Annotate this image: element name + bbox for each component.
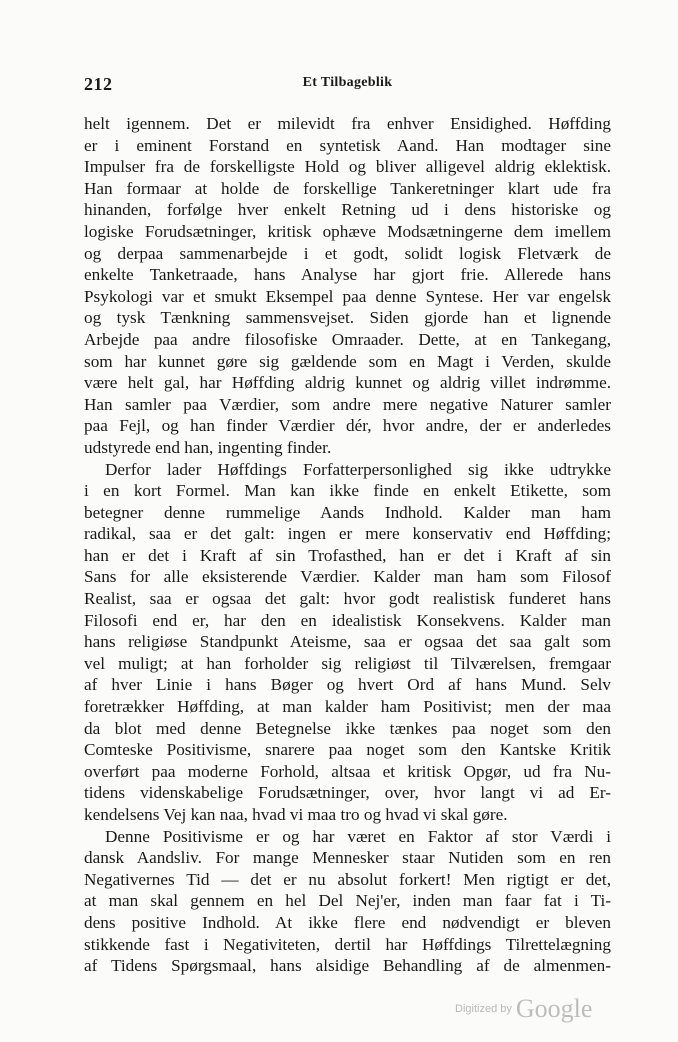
text-line: Realist, saa er ogsaa det galt: hvor godt realistisk funderet hans	[84, 589, 611, 609]
text-line: paa Fejl, og han finder Værdier dér, hvor andre, der er anderledes	[84, 416, 611, 436]
text-line: af Tidens Spørgsmaal, hans alsidige Behandling af de almenmen-	[84, 956, 611, 976]
text-line: Derfor lader Høffdings Forfatterpersonlighed sig ikke udtrykke	[105, 459, 611, 479]
text-line: dens positive Indhold. At ikke flere end nødvendigt er bleven	[84, 912, 611, 932]
text-line: er i eminent Forstand en syntetisk Aand. Han modtager sine	[84, 135, 611, 155]
text-line: han er det i Kraft af sin Trofasthed, han er det i Kraft af sin	[84, 545, 611, 565]
text-line: Psykologi var et smukt Eksempel paa denne Syntese. Her var engelsk	[84, 286, 611, 306]
text-line: stikkende fast i Negativiteten, dertil har Høffdings Tilrettelægning	[84, 934, 611, 954]
text-line: være helt gal, har Høffding aldrig kunnet og aldrig villet indrømme.	[84, 373, 611, 393]
text-line: Han formaar at holde de forskellige Tankeretninger klart ude fra	[84, 178, 611, 198]
text-line: Sans for alle eksisterende Værdier. Kalder man ham som Filosof	[84, 567, 611, 587]
text-line: radikal, saa er det galt: ingen er mere konservativ end Høffding;	[84, 524, 611, 544]
text-line: hinanden, forfølge hver enkelt Retning ud i dens historiske og	[84, 200, 611, 220]
text-line: Negativernes Tid — det er nu absolut forkert! Men rigtigt er det,	[84, 869, 611, 889]
text-line: Denne Positivisme er og har været en Faktor af stor Værdi i	[105, 826, 611, 846]
text-line: Han samler paa Værdier, som andre mere negative Naturer samler	[84, 394, 611, 414]
text-line: udstyrede end han, ingenting finder.	[84, 437, 332, 457]
body-text	[84, 113, 611, 977]
text-line: og tysk Tænkning sammensvejset. Siden gjorde han et lignende	[84, 308, 611, 328]
text-line: foretrækker Høffding, at man kalder ham Positivist; men der maa	[84, 697, 611, 717]
text-line: af hver Linie i hans Bøger og hvert Ord af hans Mund. Selv	[84, 675, 611, 695]
text-line: helt igennem. Det er milevidt fra enhver Ensidighed. Høffding	[84, 114, 611, 133]
running-title: Et Tilbageblik	[302, 75, 393, 90]
text-line: Comteske Positivisme, snarere paa noget som den Kantske Kritik	[84, 740, 611, 760]
text-line: tidens videnskabelige Forudsætninger, over, hvor langt vi ad Er-	[84, 783, 611, 803]
text-line: Impulser fra de forskelligste Hold og bliver alligevel aldrig eklektisk.	[84, 157, 611, 177]
text-line: Arbejde paa andre filosofiske Omraader. Dette, at en Tankegang,	[84, 329, 611, 349]
page-number: 212	[84, 74, 113, 94]
text-line: at man skal gennem en hel Del Nej'er, inden man faar fat i Ti-	[84, 891, 611, 911]
text-line: enkelte Tanketraade, hans Analyse har gjort frie. Allerede hans	[84, 265, 611, 285]
google-logo: Google	[515, 994, 593, 1023]
text-line: dansk Aandsliv. For mange Mennesker staar Nutiden som en ren	[84, 848, 611, 868]
text-line: logiske Forudsætninger, kritisk ophæve Modsætningerne dem imellem	[84, 221, 611, 241]
text-line: betegner denne rummelige Aands Indhold. Kalder man ham	[84, 502, 611, 522]
text-line: kendelsens Vej kan naa, hvad vi maa tro og hvad vi skal gøre.	[84, 805, 508, 824]
text-line: da blot med denne Betegnelse ikke tænkes paa noget som den	[84, 718, 611, 738]
text-line: og derpaa sammenarbejde i et godt, solidt logisk Fletværk de	[84, 243, 611, 263]
text-line: hans religiøse Standpunkt Ateisme, saa er ogsaa det saa galt som	[84, 632, 611, 652]
page-header	[84, 74, 611, 96]
text-line: overført paa moderne Forhold, altsaa et kritisk Opgør, ud fra Nu-	[84, 761, 611, 781]
text-line: vel muligt; at han forholder sig religiøst til Tilværelsen, fremgaar	[84, 653, 611, 673]
text-line: i en kort Formel. Man kan ikke finde en enkelt Etikette, som	[84, 481, 611, 501]
text-line: som har kunnet gøre sig gældende som en Magt i Verden, skulde	[84, 351, 611, 371]
digitized-by-label: Digitized by	[455, 1003, 512, 1015]
text-line: Filosofi end er, har den en idealistisk Konsekvens. Kalder man	[84, 610, 611, 630]
